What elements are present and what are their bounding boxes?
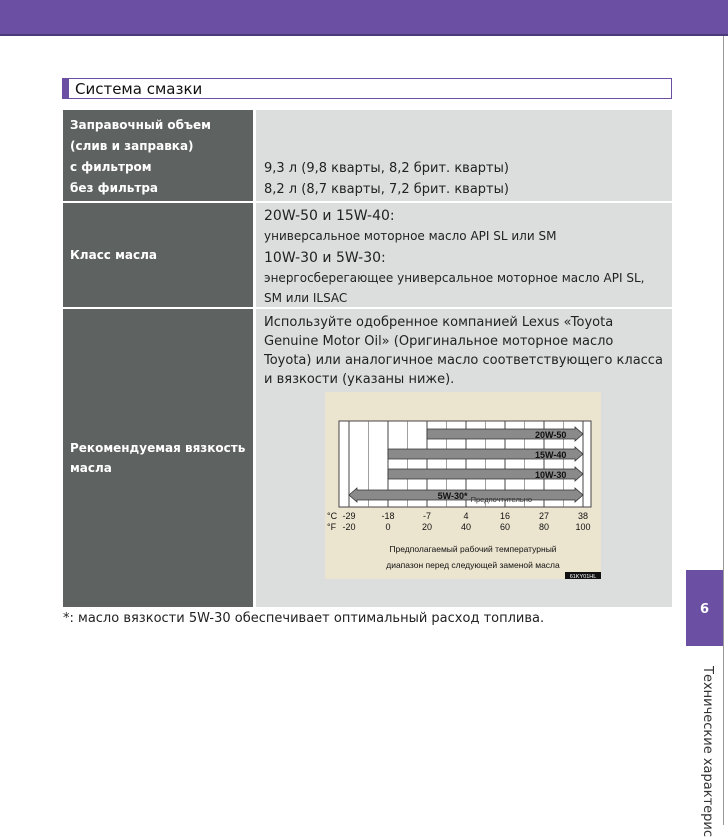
section-header: [62, 78, 672, 99]
capacity-label-line: Заправочный объем: [70, 118, 211, 132]
celsius-tick-label: 38: [577, 511, 589, 521]
oil-grade-2-desc-1: энергосберегающее универсальное моторное масло API SL,: [264, 271, 645, 285]
chart-code-label: 61KY01HL: [569, 574, 597, 579]
table-row-capacity: [63, 110, 672, 203]
table-row-viscosity: [63, 309, 672, 607]
section-title: Система смазки: [75, 80, 203, 98]
viscosity-text: Используйте одобренное компанией Lexus «Toyota Genuine Motor Oil» (Оригинальное моторное масло Toyota) или аналогичное масло соответствующего класса и вязкости (указаны ниже).: [264, 315, 663, 387]
fahrenheit-tick-label: 60: [499, 522, 511, 532]
capacity-label-line: с фильтром: [70, 160, 152, 174]
fahrenheit-unit-label: °F: [327, 522, 337, 532]
viscosity-values: [256, 309, 672, 607]
capacity-label-line: без фильтра: [70, 181, 159, 195]
celsius-unit-label: °C: [327, 511, 338, 521]
page-edge-rule: [723, 36, 724, 825]
celsius-tick-label: 27: [538, 511, 550, 521]
chart-caption-line: Предполагаемый рабочий температурный: [389, 544, 557, 554]
celsius-tick-label: -18: [381, 511, 395, 521]
capacity-values: [256, 110, 672, 201]
viscosity-band-label: 10W-30: [535, 470, 567, 480]
table-row-oil-class: [63, 203, 672, 309]
viscosity-band-label: 15W-40: [535, 450, 567, 460]
capacity-label-line: (слив и заправка): [70, 139, 194, 153]
capacity-label: [63, 110, 256, 201]
viscosity-label: Рекомендуемая вязкость масла: [63, 309, 256, 607]
celsius-tick-label: -29: [342, 511, 356, 521]
chapter-title: Технические характерис: [700, 666, 715, 837]
viscosity-chart: [325, 392, 601, 579]
viscosity-band-label: 20W-50: [535, 430, 567, 440]
section-marker: [63, 79, 69, 98]
fahrenheit-tick-label: 80: [538, 522, 550, 532]
viscosity-chart-svg: [325, 392, 601, 579]
oil-class-label: Класс масла: [63, 203, 256, 307]
fahrenheit-tick-label: -20: [342, 522, 356, 532]
celsius-tick-label: 16: [499, 511, 511, 521]
oil-class-values: [256, 203, 672, 307]
oil-grade-1-desc: универсальное моторное масло API SL или SM: [264, 229, 557, 243]
chapter-number: 6: [699, 602, 710, 617]
capacity-with-filter: 9,3 л (9,8 кварты, 8,2 брит. кварты): [264, 161, 509, 176]
celsius-tick-label: -7: [422, 511, 432, 521]
header-rule: [0, 34, 728, 36]
spec-table: [63, 110, 672, 607]
header-band: [0, 0, 728, 34]
chart-caption-line: диапазон перед следующей заменой масла: [386, 560, 560, 570]
oil-grade-2: 10W-30 и 5W-30:: [264, 250, 386, 266]
oil-grade-2-desc-2: SM или ILSAC: [264, 291, 348, 305]
fahrenheit-tick-label: 40: [460, 522, 472, 532]
chapter-tab: [686, 570, 723, 646]
footnote: *: масло вязкости 5W-30 обеспечивает оптимальный расход топлива.: [63, 611, 545, 626]
viscosity-band-label: 5W-30*: [437, 491, 468, 501]
fahrenheit-tick-label: 20: [421, 522, 433, 532]
celsius-tick-label: 4: [463, 511, 469, 521]
capacity-without-filter: 8,2 л (8,7 кварты, 7,2 брит. кварты): [264, 182, 509, 197]
preferred-label: Предпочтительно: [470, 495, 533, 504]
fahrenheit-tick-label: 100: [575, 522, 591, 532]
fahrenheit-tick-label: 0: [385, 522, 391, 532]
oil-grade-1: 20W-50 и 15W-40:: [264, 208, 395, 224]
